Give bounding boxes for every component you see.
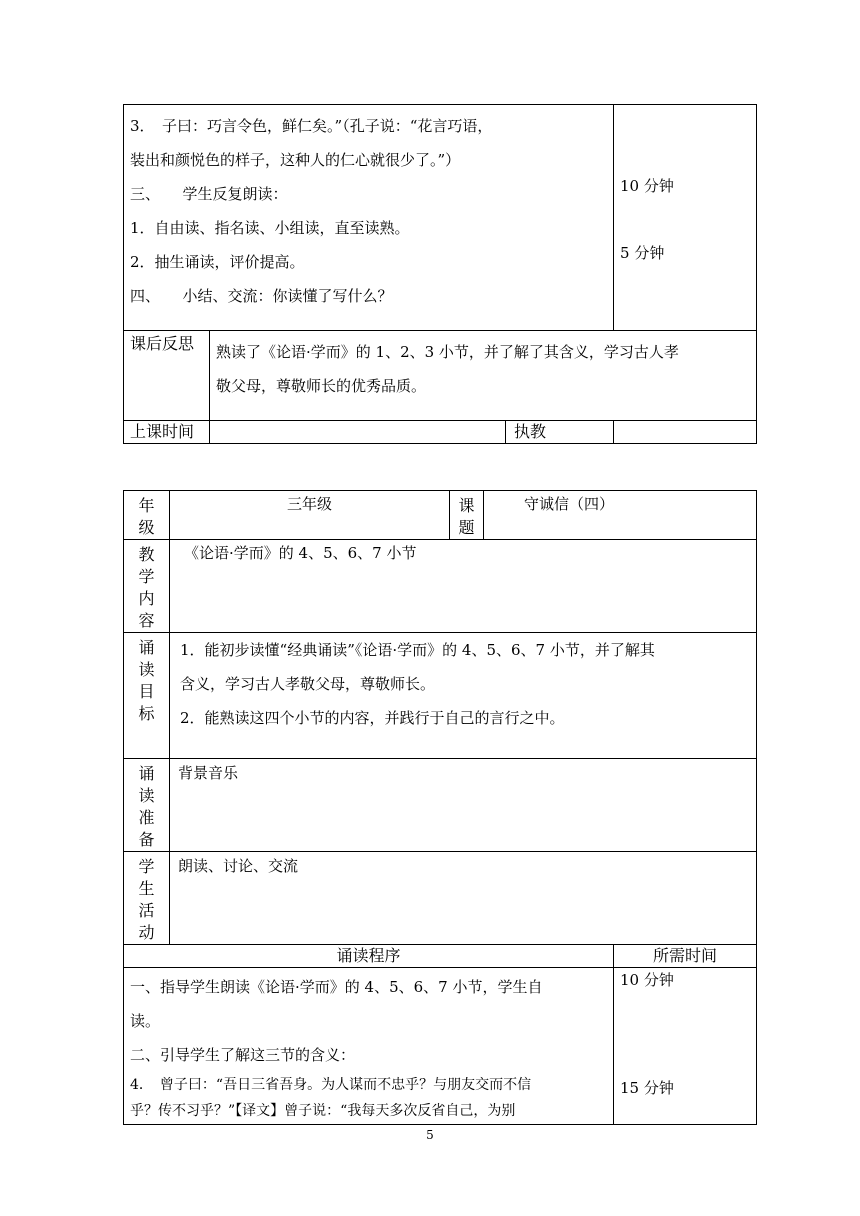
procedure-line: 四、 小结、交流：你读懂了写什么？ — [130, 287, 393, 305]
procedure-line: 乎？传不习乎？”【译文】曾子说：“我每天多次反省自己，为别 — [130, 1103, 516, 1119]
topic-value: 守诚信（四） — [484, 491, 757, 540]
topic-label: 课 题 — [450, 491, 484, 540]
goal-line: 含义，学习古人孝敬父母，尊敬师长。 — [180, 675, 436, 693]
time-cell — [614, 105, 757, 331]
page-number: 5 — [426, 1128, 434, 1142]
time-value: 10 分钟 — [620, 971, 674, 989]
activity-value: 朗读、讨论、交流 — [170, 852, 757, 945]
reflection-line: 熟读了《论语·学而》的 1、2、3 小节，并了解了其含义，学习古人孝 — [216, 343, 679, 361]
procedure-header: 诵读程序 — [124, 945, 614, 968]
procedure-cell — [124, 968, 614, 1125]
reflection-label: 课后反思 — [124, 331, 210, 421]
procedure-line: 三、 学生反复朗读： — [130, 185, 288, 203]
prep-label: 诵 读 准 备 — [124, 759, 170, 852]
procedure-line: 一、指导学生朗读《论语·学而》的 4、5、6、7 小节，学生自 — [130, 978, 543, 996]
activity-label: 学 生 活 动 — [124, 852, 170, 945]
procedure-line: 4． 曾子曰：“吾日三省吾身。为人谋而不忠乎？与朋友交而不信 — [130, 1077, 532, 1093]
lesson-plan-table-2 — [123, 490, 757, 1125]
grade-value: 三年级 — [170, 491, 450, 540]
time-value: 15 分钟 — [620, 1079, 674, 1097]
goal-cell — [170, 633, 757, 759]
content-value: 《论语·学而》的 4、5、6、7 小节 — [170, 540, 757, 633]
procedure-cell — [124, 105, 614, 331]
class-time-label: 上课时间 — [124, 421, 210, 444]
lesson-plan-table-1 — [123, 104, 757, 444]
prep-value: 背景音乐 — [170, 759, 757, 852]
goal-label: 诵 读 目 标 — [124, 633, 170, 759]
procedure-line: 3． 子曰：巧言令色，鲜仁矣。”（孔子说：“花言巧语， — [130, 117, 493, 135]
procedure-line: 1．自由读、指名读、小组读，直至读熟。 — [130, 219, 410, 237]
class-time-value — [210, 421, 506, 444]
teacher-label: 执教 — [506, 421, 614, 444]
teacher-value — [614, 421, 757, 444]
goal-line: 1．能初步读懂“经典诵读”《论语·学而》的 4、5、6、7 小节，并了解其 — [180, 641, 655, 659]
content-label: 教 学 内 容 — [124, 540, 170, 633]
time-value: 10 分钟 — [620, 177, 674, 195]
time-value: 5 分钟 — [620, 244, 665, 262]
goal-line: 2．能熟读这四个小节的内容，并践行于自己的言行之中。 — [180, 709, 565, 727]
procedure-line: 二、引导学生了解这三节的含义： — [130, 1046, 356, 1064]
time-header: 所需时间 — [614, 945, 757, 968]
procedure-line: 读。 — [130, 1012, 161, 1030]
grade-label: 年 级 — [124, 491, 170, 540]
procedure-line: 2．抽生诵读，评价提高。 — [130, 253, 305, 271]
procedure-time-cell — [614, 968, 757, 1125]
reflection-line: 敬父母，尊敬师长的优秀品质。 — [216, 377, 427, 395]
procedure-line: 装出和颜悦色的样子，这种人的仁心就很少了。”） — [130, 151, 461, 169]
reflection-text — [210, 331, 757, 421]
